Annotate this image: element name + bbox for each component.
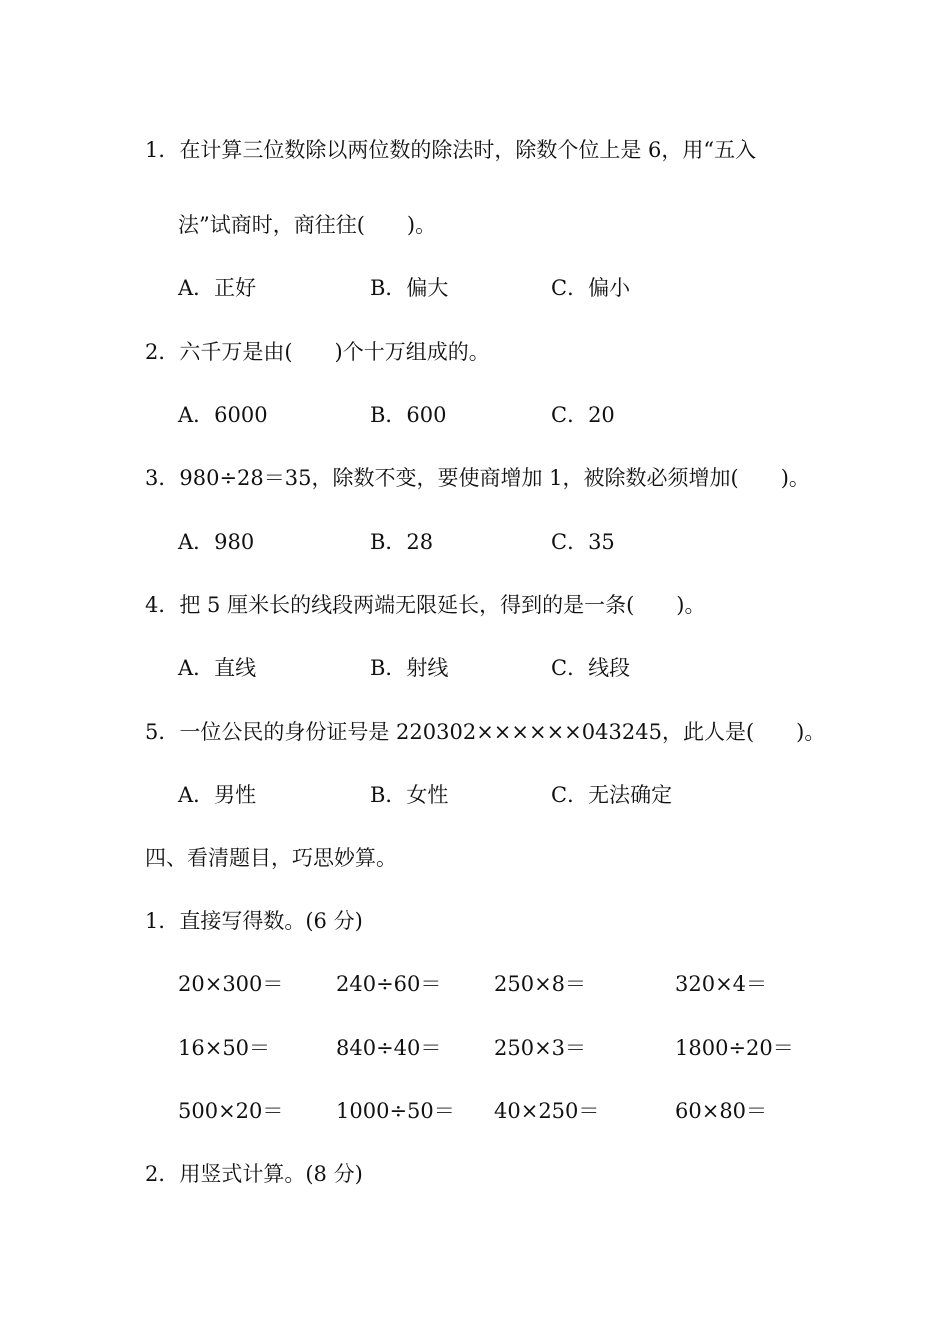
calc-item: 1800÷20＝ [675,1036,794,1060]
question-1-option-c: C．偏小 [551,276,631,300]
question-5-text: 5．一位公民的身份证号是 220302××××××043245，此人是( )。 [145,720,826,744]
section-4-heading: 四、看清题目，巧思妙算。 [145,846,397,870]
question-4-option-b: B．射线 [370,656,449,680]
question-5-option-c: C．无法确定 [551,783,673,807]
calc-item: 60×80＝ [675,1099,768,1123]
calc-item: 1000÷50＝ [336,1099,455,1123]
question-1-text: 1．在计算三位数除以两位数的除法时，除数个位上是 6，用“五入 [145,138,757,162]
question-3-text: 3．980÷28＝35，除数不变，要使商增加 1，被除数必须增加( )。 [145,466,810,490]
calc-item: 320×4＝ [675,972,768,996]
question-1-option-b: B．偏大 [370,276,449,300]
section-4-question-1: 1．直接写得数。(6 分) [145,909,363,933]
calc-item: 20×300＝ [178,972,284,996]
question-3-option-a: A．980 [178,530,255,554]
question-3-option-b: B．28 [370,530,434,554]
question-2-option-a: A．6000 [178,403,268,427]
question-4-option-c: C．线段 [551,656,631,680]
question-4-option-a: A．直线 [178,656,257,680]
question-5-option-a: A．男性 [178,783,257,807]
section-4-question-2: 2．用竖式计算。(8 分) [145,1162,363,1186]
calc-item: 240÷60＝ [336,972,442,996]
calc-item: 16×50＝ [178,1036,271,1060]
question-1-text-continued: 法”试商时，商往往( )。 [178,213,437,237]
calc-item: 500×20＝ [178,1099,284,1123]
calc-item: 250×3＝ [494,1036,587,1060]
calc-item: 40×250＝ [494,1099,600,1123]
question-2-option-c: C．20 [551,403,615,427]
question-2-option-b: B．600 [370,403,447,427]
question-3-option-c: C．35 [551,530,615,554]
question-2-text: 2．六千万是由( )个十万组成的。 [145,340,490,364]
calc-item: 840÷40＝ [336,1036,442,1060]
calc-item: 250×8＝ [494,972,587,996]
question-5-option-b: B．女性 [370,783,449,807]
question-4-text: 4．把 5 厘米长的线段两端无限延长，得到的是一条( )。 [145,593,706,617]
question-1-option-a: A．正好 [178,276,257,300]
